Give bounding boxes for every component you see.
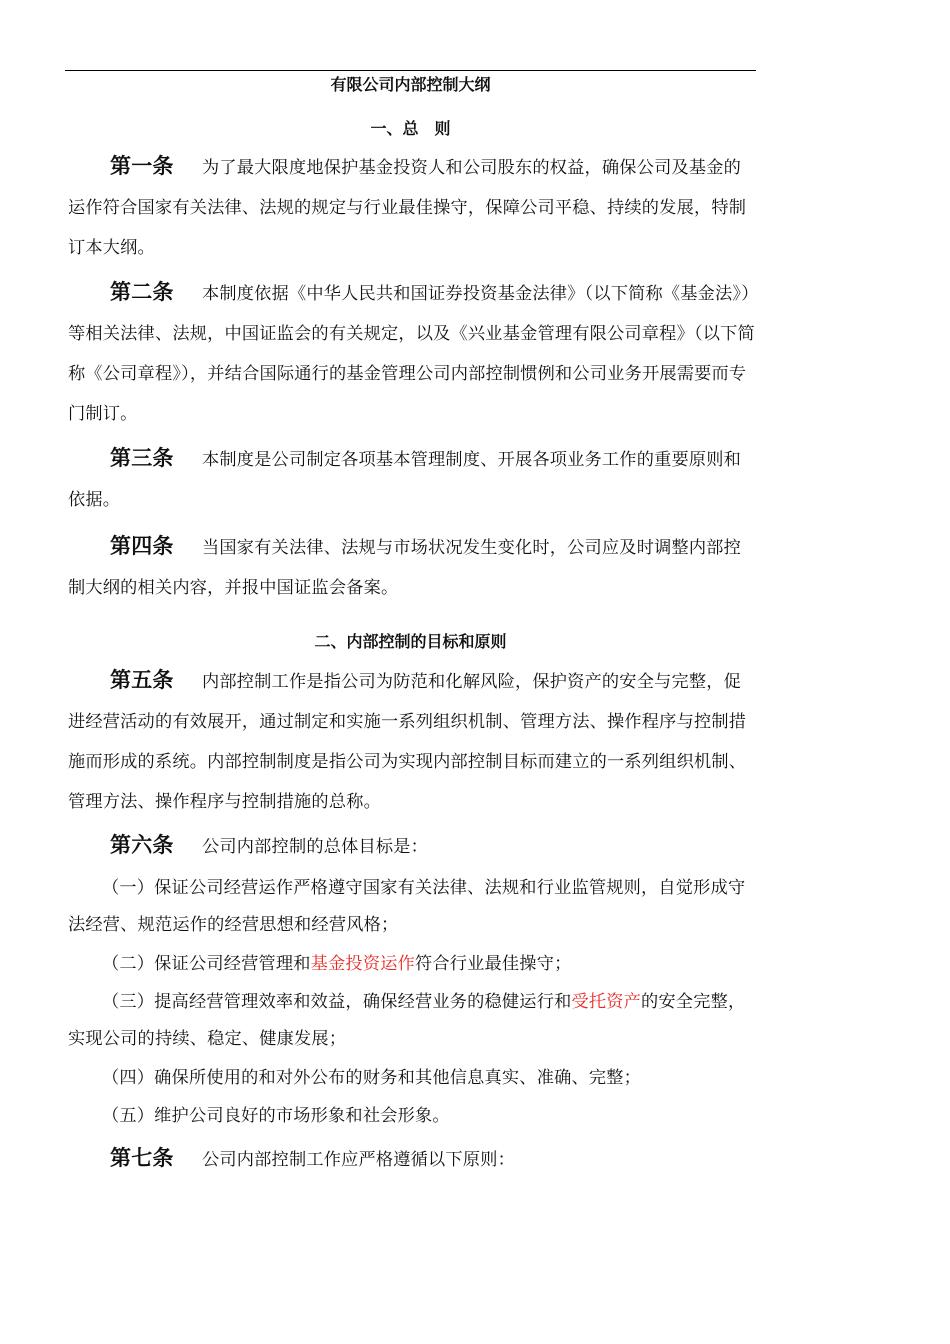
article-text: 本制度依据《中华人民共和国证券投资基金法律》（以下简称《基金法》）等相关法律、法规，中国证监会的有关规定，以及《兴业基金管理有限公司章程》（以下简称《公司章程》），并结合国际通行的基金管理公司内部控制惯例和公司业务开展需要而专门制订。 <box>68 284 755 424</box>
article-3 <box>68 438 756 520</box>
list-item: （五）维护公司良好的市场形象和社会形象。 <box>102 1106 450 1126</box>
article-label: 第一条 <box>110 154 174 178</box>
document-title: 有限公司内部控制大纲 <box>330 75 491 94</box>
article-text: 公司内部控制工作应严格遵循以下原则： <box>202 1150 515 1170</box>
section-heading-objectives: 二、内部控制的目标和原则 <box>314 632 507 651</box>
article-label: 第五条 <box>110 668 174 692</box>
article-text: 本制度是公司制定各项基本管理制度、开展各项业务工作的重要原则和依据。 <box>68 450 742 510</box>
article-6 <box>68 825 756 867</box>
header-rule <box>65 70 756 71</box>
article-label: 第四条 <box>110 534 174 558</box>
article-1 <box>68 146 756 268</box>
article-label: 第六条 <box>110 833 174 857</box>
article-label: 第三条 <box>110 446 174 470</box>
highlighted-text: 基金投资运作 <box>310 954 415 974</box>
article-label: 第二条 <box>110 280 174 304</box>
article-text: 内部控制工作是指公司为防范和化解风险，保护资产的安全与完整，促进经营活动的有效展开，通过制定和实施一系列组织机制、管理方法、操作程序与控制措施而形成的系统。内部控制制度是指公司为实现内部控制目标而建立的一系列组织机制、管理方法、操作程序与控制措施的总称。 <box>68 672 747 812</box>
article-text: 当国家有关法律、法规与市场状况发生变化时，公司应及时调整内部控制大纲的相关内容，并报中国证监会备案。 <box>68 538 742 598</box>
highlighted-text: 受托资产 <box>571 992 642 1012</box>
list-item: （四）确保所使用的和对外公布的财务和其他信息真实、准确、完整； <box>102 1068 642 1088</box>
article-7 <box>68 1138 756 1180</box>
section-heading-general: 一、总 则 <box>370 119 451 138</box>
list-item: （一）保证公司经营运作严格遵守国家有关法律、法规和行业监管规则，自觉形成守法经营、规范运作的经营思想和经营风格； <box>68 878 746 935</box>
list-item: （二）保证公司经营管理和基金投资运作符合行业最佳操守； <box>102 954 572 974</box>
article-5 <box>68 660 756 822</box>
article-text: 公司内部控制的总体目标是： <box>202 837 429 857</box>
article-4 <box>68 526 756 608</box>
list-item: （三）提高经营管理效率和效益，确保经营业务的稳健运行和受托资产的安全完整，实现公司的持续、稳定、健康发展； <box>68 992 746 1049</box>
article-text: 为了最大限度地保护基金投资人和公司股东的权益，确保公司及基金的运作符合国家有关法律、法规的规定与行业最佳操守，保障公司平稳、持续的发展，特制订本大纲。 <box>68 158 747 258</box>
article-label: 第七条 <box>110 1146 174 1170</box>
article-2 <box>68 272 756 434</box>
